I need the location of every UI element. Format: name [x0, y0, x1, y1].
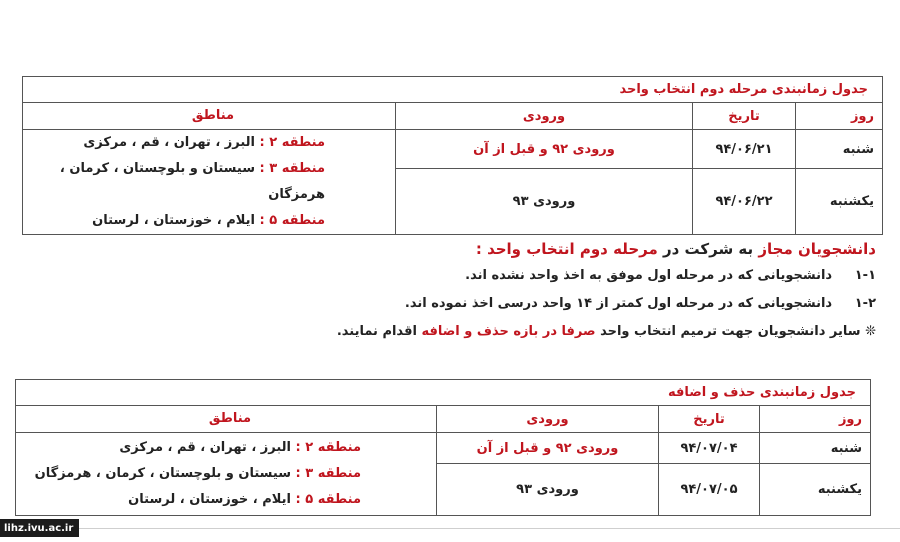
header-day: روز: [760, 406, 871, 433]
region-line: [31, 130, 325, 156]
cell-date: ۹۴/۰۷/۰۵: [659, 464, 760, 516]
note-text-end: اقدام نمایند.: [336, 324, 422, 339]
cell-day: شنبه: [796, 130, 883, 169]
note-text: دانشجویانی که در مرحله اول کمتر از ۱۴ واحد درسی اخذ نموده اند.: [404, 296, 833, 311]
header-regions: مناطق: [16, 406, 437, 433]
cell-day: شنبه: [760, 433, 871, 464]
region-label: منطقه ۳ :: [295, 466, 361, 481]
region-text: سیستان و بلوچستان ، کرمان ، هرمزگان: [34, 466, 296, 481]
eligible-students-heading: [476, 240, 876, 258]
note-item-2: [405, 296, 876, 311]
region-text: البرز ، تهران ، قم ، مرکزی: [83, 135, 260, 150]
region-label: منطقه ۲ :: [295, 440, 361, 455]
table-row: [16, 433, 871, 464]
cell-date: ۹۴/۰۷/۰۴: [659, 433, 760, 464]
header-day: روز: [796, 103, 883, 130]
cell-day: یکشنبه: [796, 169, 883, 235]
note-text: ❊ سایر دانشجویان جهت ترمیم انتخاب واحد: [595, 324, 876, 339]
header-regions: مناطق: [23, 103, 396, 130]
header-entry: ورودی: [396, 103, 693, 130]
heading-red-part-2: مرحله دوم انتخاب واحد :: [475, 240, 658, 258]
cell-entry: ورودی ۹۳: [437, 464, 659, 516]
region-line: [31, 208, 325, 234]
region-text: سیستان و بلوچستان ، کرمان ، هرمزگان: [59, 161, 325, 202]
note-text: دانشجویانی که در مرحله اول موفق به اخذ واحد نشده اند.: [465, 268, 833, 283]
header-date: تاریخ: [693, 103, 796, 130]
region-label: منطقه ۵ :: [295, 492, 361, 507]
table-header-row: [23, 103, 883, 130]
cell-entry: ورودی ۹۲ و قبل از آن: [437, 433, 659, 464]
note-number: ۱-۱: [854, 268, 876, 283]
region-text: البرز ، تهران ، قم ، مرکزی: [119, 440, 296, 455]
note-highlight: صرفا در بازه حذف و اضافه: [421, 324, 596, 339]
region-line: [24, 435, 361, 461]
cell-regions: [23, 130, 396, 235]
heading-mid-part: به شرکت در: [657, 240, 759, 258]
note-number: ۱-۲: [854, 296, 876, 311]
region-label: منطقه ۵ :: [259, 213, 325, 228]
cell-date: ۹۴/۰۶/۲۲: [693, 169, 796, 235]
table-header-row: [16, 406, 871, 433]
region-label: منطقه ۳ :: [259, 161, 325, 176]
schedule-table-add-drop: [15, 379, 871, 516]
note-item-1: [465, 268, 876, 283]
header-entry: ورودی: [437, 406, 659, 433]
heading-red-part: دانشجویان مجاز: [758, 240, 876, 258]
footer-divider: [79, 528, 900, 529]
note-item-3: [337, 324, 876, 339]
cell-day: یکشنبه: [760, 464, 871, 516]
table-title: جدول زمانبندی حذف و اضافه: [16, 380, 871, 406]
region-label: منطقه ۲ :: [259, 135, 325, 150]
region-text: ایلام ، خوزستان ، لرستان: [128, 492, 296, 507]
cell-regions: [16, 433, 437, 516]
header-date: تاریخ: [659, 406, 760, 433]
schedule-table-stage2: [22, 76, 883, 235]
region-text: ایلام ، خوزستان ، لرستان: [92, 213, 260, 228]
cell-entry: ورودی ۹۲ و قبل از آن: [396, 130, 693, 169]
table-title: جدول زمانبندی مرحله دوم انتخاب واحد: [23, 77, 883, 103]
region-line: [31, 156, 325, 208]
site-footer-badge[interactable]: lihz.ivu.ac.ir: [0, 519, 79, 537]
table-row: [23, 130, 883, 169]
cell-date: ۹۴/۰۶/۲۱: [693, 130, 796, 169]
cell-entry: ورودی ۹۳: [396, 169, 693, 235]
region-line: [24, 487, 361, 513]
region-line: [24, 461, 361, 487]
